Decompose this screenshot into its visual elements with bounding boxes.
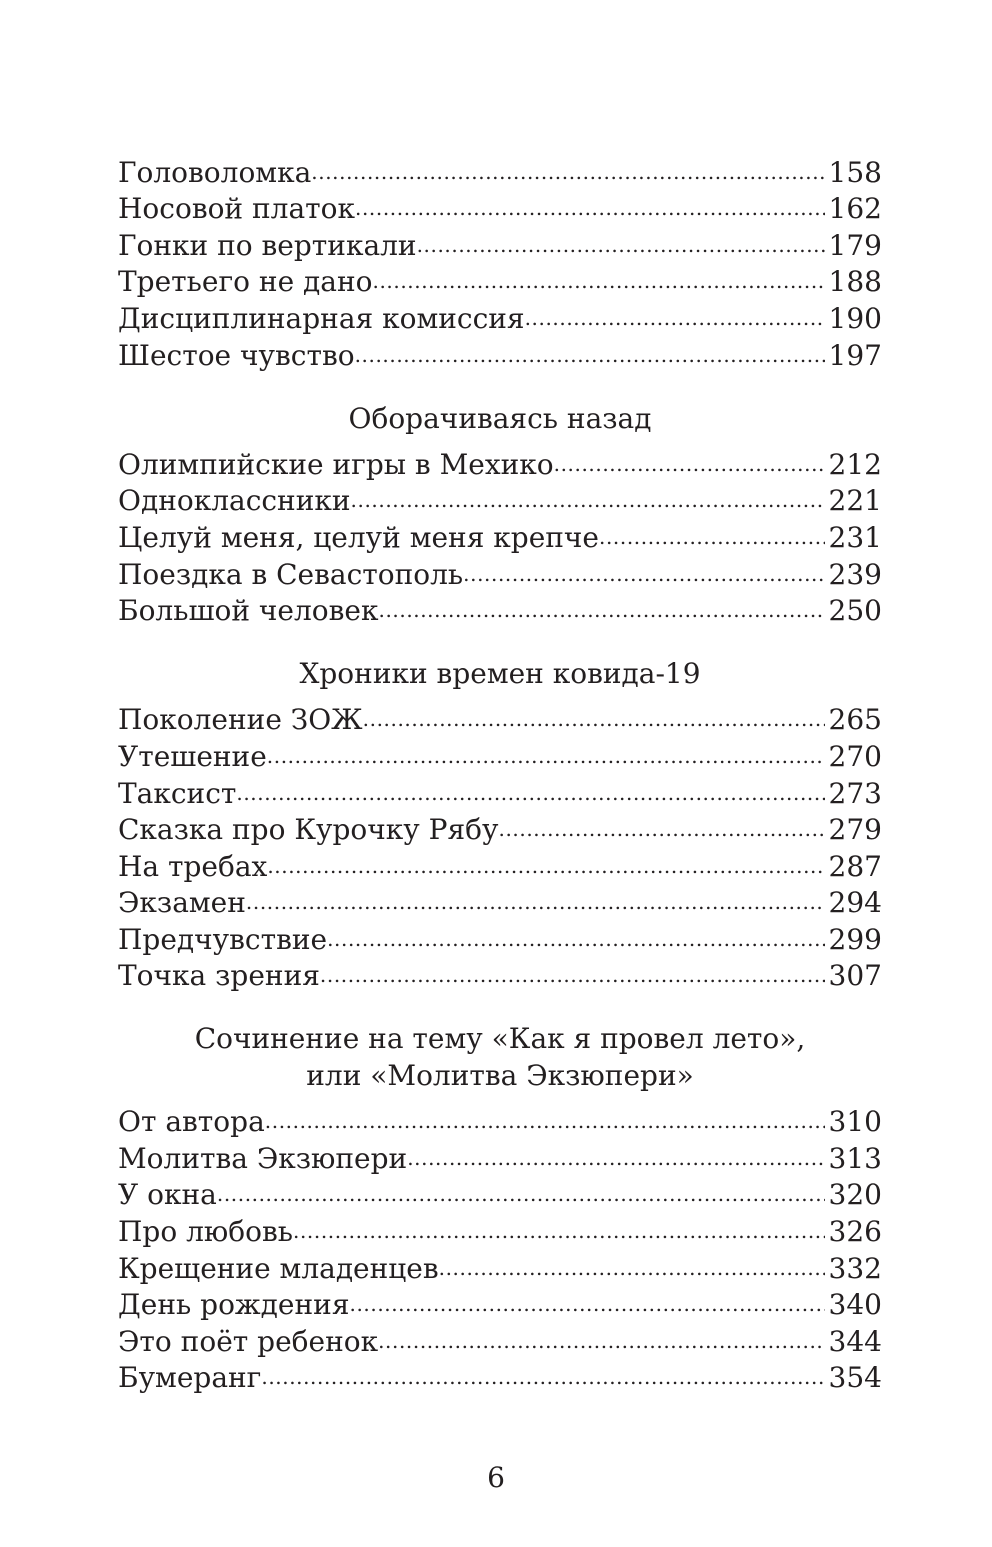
entry-title: Поездка в Севастополь xyxy=(118,557,464,591)
dot-leader xyxy=(439,1241,825,1278)
table-of-contents xyxy=(118,145,882,1395)
entry-page: 179 xyxy=(828,228,882,262)
dot-leader xyxy=(351,474,825,511)
entry-page: 197 xyxy=(828,338,882,372)
dot-leader xyxy=(267,729,825,766)
dot-leader xyxy=(378,1314,824,1351)
dot-leader xyxy=(417,218,825,255)
entry-title: Экзамен xyxy=(118,886,246,920)
entry-title: Точка зрения xyxy=(118,959,320,993)
entry-title: Третьего не дано xyxy=(118,265,373,299)
entry-page: 273 xyxy=(828,776,882,810)
entry-page: 340 xyxy=(828,1288,882,1322)
entry-page: 332 xyxy=(828,1251,882,1285)
entry-page: 231 xyxy=(828,520,882,554)
entry-page: 307 xyxy=(828,959,882,993)
entry-page: 250 xyxy=(828,594,882,628)
dot-leader xyxy=(349,1278,824,1315)
entry-page: 188 xyxy=(828,265,882,299)
toc-entry xyxy=(118,693,882,737)
dot-leader xyxy=(554,437,825,474)
toc-group-0 xyxy=(118,145,882,372)
entry-page: 212 xyxy=(828,447,882,481)
dot-leader xyxy=(320,949,825,986)
dot-leader xyxy=(498,803,824,840)
dot-leader xyxy=(355,328,825,365)
entry-page: 294 xyxy=(828,886,882,920)
entry-page: 354 xyxy=(828,1361,882,1395)
toc-entry xyxy=(118,1095,882,1139)
entry-title: Большой человек xyxy=(118,594,379,628)
entry-title: Головоломка xyxy=(118,155,312,189)
section-heading: Хроники времен ковида-19 xyxy=(299,657,701,691)
dot-leader xyxy=(311,145,824,182)
entry-title: Целуй меня, целуй меня крепче xyxy=(118,520,600,554)
dot-leader xyxy=(355,182,825,219)
entry-title: Дисциплинарная комиссия xyxy=(118,301,525,335)
entry-page: 326 xyxy=(828,1215,882,1249)
entry-page: 299 xyxy=(828,922,882,956)
entry-page: 162 xyxy=(828,192,882,226)
entry-title: Молитва Экзюпери xyxy=(118,1141,408,1175)
section-heading: Оборачиваясь назад xyxy=(348,401,652,435)
dot-leader xyxy=(236,766,824,803)
toc-entry xyxy=(118,145,882,189)
page-number: 6 xyxy=(487,1461,505,1494)
entry-title: Поколение ЗОЖ xyxy=(118,703,363,737)
entry-title: Таксист xyxy=(118,776,237,810)
entry-title: На требах xyxy=(118,849,268,883)
entry-title: Сказка про Курочку Рябу xyxy=(118,813,499,847)
entry-title: Олимпийские игры в Мехико xyxy=(118,447,554,481)
entry-title: Одноклассники xyxy=(118,484,351,518)
dot-leader xyxy=(261,1351,824,1388)
dot-leader xyxy=(525,291,825,328)
dot-leader xyxy=(407,1131,824,1168)
entry-page: 344 xyxy=(828,1324,882,1358)
dot-leader xyxy=(217,1168,825,1205)
section-heading-line-2: или «Молитва Экзюпери» xyxy=(306,1059,694,1093)
dot-leader xyxy=(463,547,824,584)
toc-group-3 xyxy=(118,1021,882,1395)
entry-title: У окна xyxy=(118,1178,217,1212)
dot-leader xyxy=(378,584,824,621)
entry-page: 313 xyxy=(828,1141,882,1175)
entry-page: 279 xyxy=(828,813,882,847)
entry-page: 239 xyxy=(828,557,882,591)
entry-page: 190 xyxy=(828,301,882,335)
dot-leader xyxy=(267,839,824,876)
dot-leader xyxy=(327,912,824,949)
toc-entry xyxy=(118,437,882,481)
section-heading-line-1: Сочинение на тему «Как я провел лето», xyxy=(194,1022,806,1056)
entry-page: 270 xyxy=(828,739,882,773)
dot-leader xyxy=(363,693,825,730)
entry-title: Крещение младенцев xyxy=(118,1251,439,1285)
entry-title: Носовой платок xyxy=(118,192,355,226)
dot-leader xyxy=(373,255,825,292)
entry-title: Шестое чувство xyxy=(118,338,355,372)
entry-page: 320 xyxy=(828,1178,882,1212)
entry-page: 287 xyxy=(828,849,882,883)
toc-entry xyxy=(118,1204,882,1249)
toc-group-1 xyxy=(118,401,882,628)
entry-page: 310 xyxy=(828,1105,882,1139)
toc-group-2 xyxy=(118,656,882,993)
entry-title: Бумеранг xyxy=(118,1361,262,1395)
entry-title: Утешение xyxy=(118,739,267,773)
entry-page: 265 xyxy=(828,703,882,737)
entry-title: Предчувствие xyxy=(118,922,328,956)
entry-page: 158 xyxy=(828,155,882,189)
entry-title: Это поёт ребенок xyxy=(118,1324,379,1358)
entry-title: День рождения xyxy=(118,1288,350,1322)
dot-leader xyxy=(293,1204,825,1241)
entry-title: От автора xyxy=(118,1105,265,1139)
dot-leader xyxy=(599,510,825,547)
toc-entry xyxy=(118,1168,882,1212)
dot-leader xyxy=(265,1095,825,1132)
dot-leader xyxy=(246,876,825,913)
entry-title: Про любовь xyxy=(118,1215,293,1249)
entry-title: Гонки по вертикали xyxy=(118,228,417,262)
entry-page: 221 xyxy=(828,484,882,518)
